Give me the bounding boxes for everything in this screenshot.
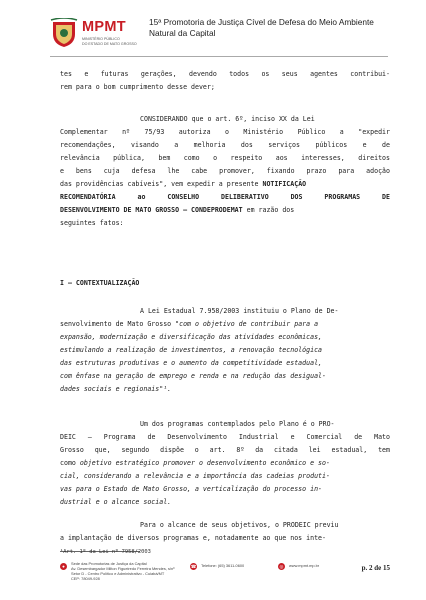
italic-text-line: cial, considerando a relevância e a importância das cadeias produti- <box>60 472 330 480</box>
coat-of-arms-icon <box>50 18 78 48</box>
text-line: tes e futuras gerações, devendo todos os seus agentes contribui- <box>60 70 390 78</box>
text-line: relevância pública, bem como o respeito aos interesses, direitos <box>60 154 390 162</box>
bold-text: NOTIFICAÇÃO <box>262 180 307 188</box>
header-divider <box>50 56 388 57</box>
text-line: Complementar nº 75/93 autoriza o Ministério Público a "expedir <box>60 128 390 136</box>
italic-text-line: expansão, modernização e diversificação das atividades econômicas, <box>60 333 323 341</box>
page-header <box>0 0 426 62</box>
bold-text-line: RECOMENDATÓRIA ao CONSELHO DELIBERATIVO DOS PROGRAMAS DE <box>60 193 390 201</box>
text-line <box>60 318 390 331</box>
footer-address: CEP: 78049-928 <box>71 576 100 581</box>
italic-text: objetivo estratégico promover o desenvolvimento econômico e so- <box>79 459 330 467</box>
text-line: e bens cuja defesa lhe cabe promover, fixando prazo para adoção <box>60 167 390 175</box>
text-line <box>60 457 390 470</box>
paragraph <box>60 305 390 396</box>
text-line <box>60 204 390 217</box>
paragraph <box>60 68 390 94</box>
text-span: em razão dos <box>242 206 295 214</box>
section-heading-block <box>60 277 390 290</box>
header-title-line: Natural da Capital <box>149 27 216 38</box>
text-line: DEIC – Programa de Desenvolvimento Industrial e Comercial de Mato <box>60 433 390 441</box>
footer-phone: Telefone: (65) 3611-0600 <box>201 563 245 568</box>
italic-text-line: das estruturas produtivas e o aumento da competitividade estadual, <box>60 359 323 367</box>
footer-address: Setor D - Centro Político e Administrativo - Cuiabá/MT <box>71 571 165 576</box>
page-number: p. 2 de 15 <box>361 564 390 572</box>
brand-subtitle-2: DO ESTADO DE MATO GROSSO <box>82 42 137 46</box>
header-title <box>149 17 374 38</box>
italic-text-line: dustrial e o alcance social. <box>60 498 172 506</box>
text-line: seguintes fatos: <box>60 219 124 227</box>
text-line: A Lei Estadual 7.958/2003 instituiu o Plano de De- <box>140 307 339 315</box>
text-line: Para o alcance de seus objetivos, o PRODEIC previu <box>140 521 339 529</box>
brand-name: MPMT <box>82 19 126 35</box>
location-icon: ● <box>60 563 67 570</box>
phone-icon: ☎ <box>190 564 197 569</box>
brand-subtitle: MINISTÉRIO PÚBLICO <box>82 37 120 41</box>
footer-address: Sede das Promotorias de Justiça da Capital <box>71 561 147 566</box>
footer-address: Av. Desembargador Milton Figueiredo Ferreira Mendes, s/nº <box>71 566 175 571</box>
header-title-line: 15ª Promotoria de Justiça Cível de Defesa do Meio Ambiente <box>149 17 374 27</box>
text-span: das providências cabíveis", vem expedir a presente <box>60 180 263 188</box>
italic-text-line: dades sociais e regionais"¹. <box>60 385 172 393</box>
text-line: Grosso que, segundo dispõe o art. 8º da citada lei estadual, tem <box>60 446 390 454</box>
section-heading: I – CONTEXTUALIZAÇÃO <box>60 279 140 287</box>
bold-text: DESENVOLVIMENTO DE MATO GROSSO – CONDEPRODEMAT <box>60 206 243 214</box>
footer-website[interactable]: www.mpmt.mp.br <box>289 563 320 568</box>
text-line: a implantação de diversos programas e, notadamente ao que nos inte- <box>60 534 326 542</box>
paragraph <box>60 113 390 230</box>
paragraph <box>60 418 390 509</box>
italic-text-line: com ênfase na geração de emprego e renda e na redução das desigual- <box>60 372 326 380</box>
text-line: Um dos programas contemplados pelo Plano é o PRO- <box>140 420 335 428</box>
text-line <box>60 178 390 191</box>
text-line: CONSIDERANDO que o art. 6º, inciso XX da Lei <box>140 115 315 123</box>
italic-text-line: estimulando a realização de investimentos, a renovação tecnológica <box>60 346 323 354</box>
italic-text: "com o objetivo de contribuir para a <box>175 320 319 328</box>
globe-icon: ◎ <box>279 564 284 569</box>
page-footer <box>60 560 390 590</box>
text-line: recomendações, visando a melhoria dos serviços públicos e de <box>60 141 390 149</box>
paragraph <box>60 519 390 545</box>
text-span: senvolvimento de Mato Grosso <box>60 320 176 328</box>
footnote: ¹Art. 1º da Lei nº 7958/2003 <box>60 549 151 555</box>
italic-text-line: vas para o Estado de Mato Grosso, a verticalização do processo in- <box>60 485 323 493</box>
mpmt-logo <box>50 18 136 48</box>
text-span: como <box>60 459 80 467</box>
text-line: rem para o bom cumprimento desse dever; <box>60 83 215 91</box>
